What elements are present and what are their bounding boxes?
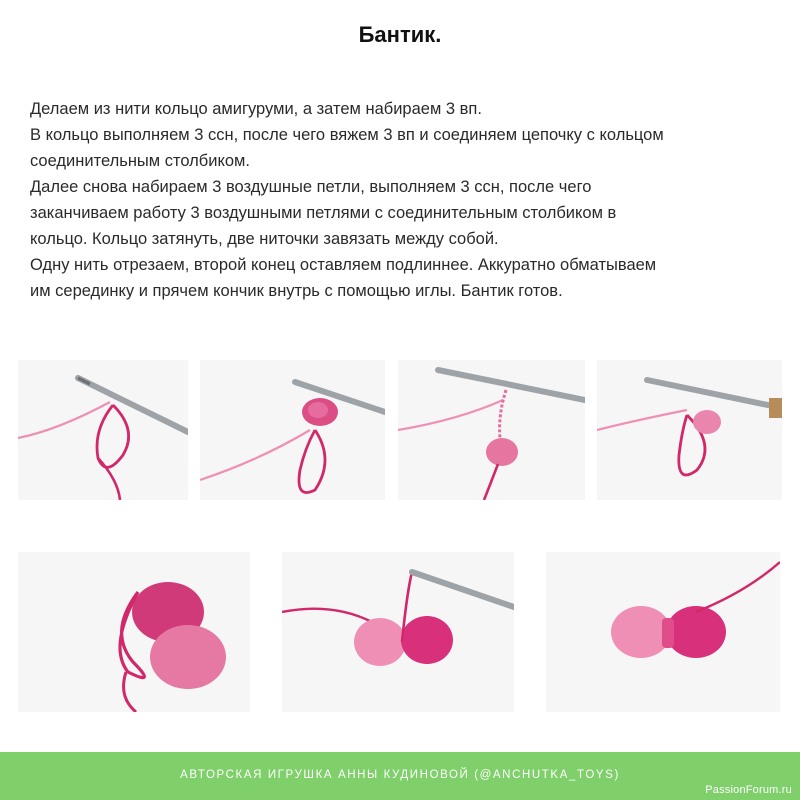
instruction-line: заканчиваем работу 3 воздушными петлями с соединительным столбиком в xyxy=(30,204,617,222)
footer-bar xyxy=(0,752,800,800)
crochet-step-7-image xyxy=(546,552,780,712)
step-photo-2 xyxy=(200,360,385,500)
step-photo-6 xyxy=(282,552,514,712)
instruction-line: Далее снова набираем 3 воздушные петли, выполняем 3 ссн, после чего xyxy=(30,178,592,196)
instruction-line: Одну нить отрезаем, второй конец оставляем подлиннее. Аккуратно обматываем xyxy=(30,256,657,274)
instruction-line: соединительным столбиком. xyxy=(30,152,250,170)
step-photo-5 xyxy=(18,552,250,712)
step-photo-7 xyxy=(546,552,780,712)
crochet-step-3-image xyxy=(398,360,585,500)
instruction-line: кольцо. Кольцо затянуть, две ниточки завязать между собой. xyxy=(30,230,499,248)
instruction-line: им серединку и прячем кончик внутрь с помощью иглы. Бантик готов. xyxy=(30,282,563,300)
crochet-step-4-image xyxy=(597,360,782,500)
crochet-step-1-image xyxy=(18,360,188,500)
instruction-line: Делаем из нити кольцо амигуруми, а затем набираем 3 вп. xyxy=(30,100,482,118)
step-photo-4 xyxy=(597,360,782,500)
author-credit: АВТОРСКАЯ ИГРУШКА АННЫ КУДИНОВОЙ (@ANCHUTKA_TOYS) xyxy=(180,769,620,781)
step-photo-3 xyxy=(398,360,585,500)
instructions-text xyxy=(30,96,780,304)
crochet-step-2-image xyxy=(200,360,385,500)
step-photo-1 xyxy=(18,360,188,500)
page-title: Бантик. xyxy=(358,22,442,47)
crochet-step-5-image xyxy=(18,552,250,712)
site-watermark: PassionForum.ru xyxy=(705,784,792,796)
crochet-step-6-image xyxy=(282,552,514,712)
instruction-line: В кольцо выполняем 3 ссн, после чего вяжем 3 вп и соединяем цепочку с кольцом xyxy=(30,126,664,144)
